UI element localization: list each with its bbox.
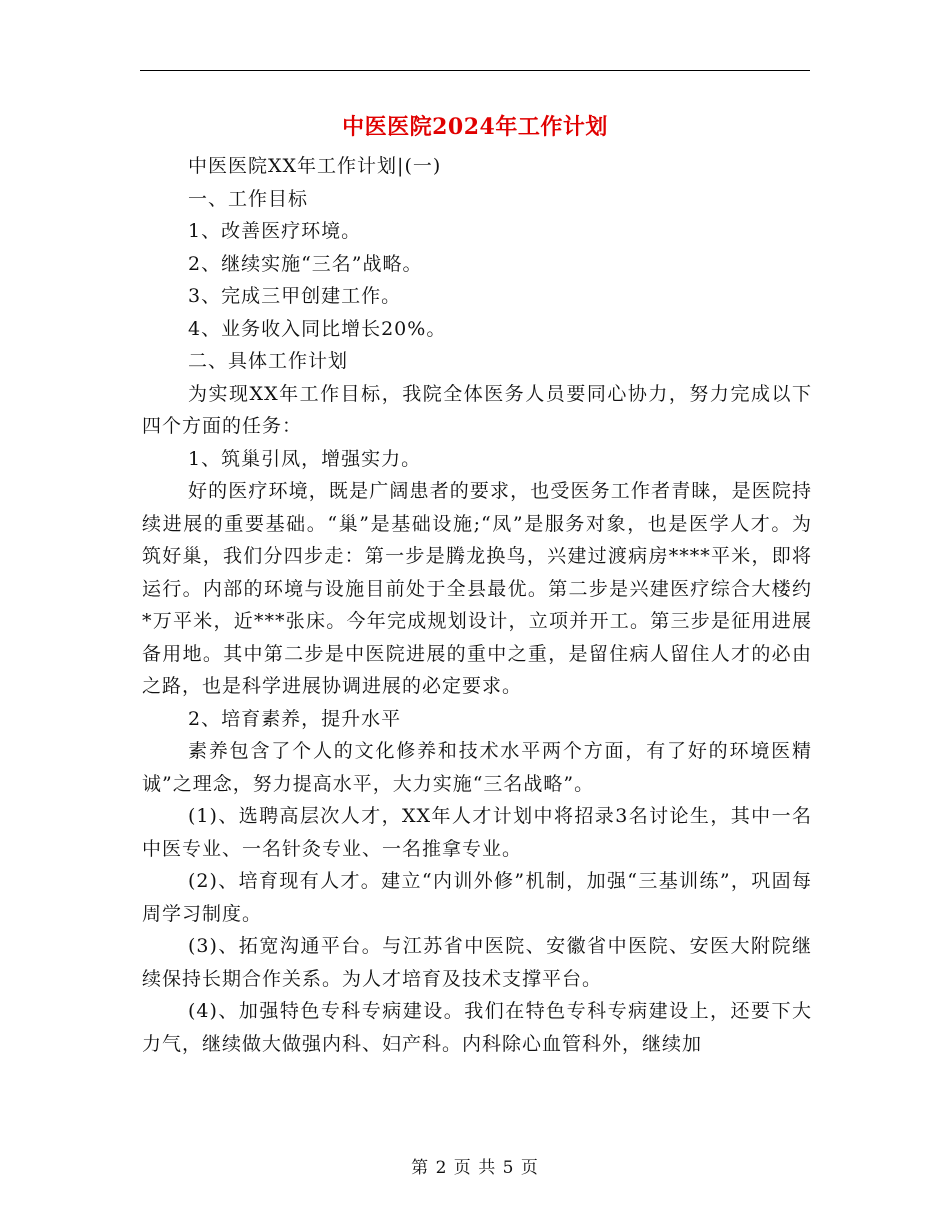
goal-item: 3、完成三甲创建工作。 xyxy=(188,285,402,307)
goal-item: 1、改善医疗环境。 xyxy=(188,220,362,242)
header-rule xyxy=(140,70,810,71)
subheading-goals: 一、工作目标 xyxy=(188,187,309,210)
section-heading: 中医医院XX年工作计划|(一) xyxy=(188,155,442,177)
goal-item: 2、继续实施“三名”战略。 xyxy=(188,252,423,275)
plan-item-heading: 1、筑巢引凤，增强实力。 xyxy=(188,447,422,470)
goal-item: 4、业务收入同比增长20%。 xyxy=(188,317,447,340)
paragraph: (3)、拓宽沟通平台。与江苏省中医院、安徽省中医院、安医大附院继续保持长期合作关系。为人才培育及技术支撑平台。 xyxy=(142,935,812,990)
paragraph: (4)、加强特色专科专病建设。我们在特色专科专病建设上，还要下大力气，继续做大做强内科、妇产科。内科除心血管科外，继续加 xyxy=(142,1000,812,1055)
paragraph: 好的医疗环境，既是广阔患者的要求，也受医务工作者青睐，是医院持续进展的重要基础。“巢”是基础设施;“凤”是服务对象，也是医学人才。为筑好巢，我们分四步走：第一步是腾龙换鸟，兴建过渡病房****平米，即将运行。内部的环境与设施目前处于全县最优。第二步是兴建医疗综合大楼约*万平米，近***张床。今年完成规划设计，立项并开工。第三步是征用进展备用地。其中第二步是中医院进展的重中之重，是留住病人留住人才的必由之路，也是科学进展协调进展的必定要求。 xyxy=(142,480,812,697)
document-title: 中医医院2024年工作计划 xyxy=(342,114,608,140)
paragraph: (2)、培育现有人才。建立“内训外修”机制，加强“三基训练”，巩固每周学习制度。 xyxy=(142,870,812,925)
paragraph: (1)、选聘高层次人才，XX年人才计划中将招录3名讨论生，其中一名中医专业、一名针灸专业、一名推拿专业。 xyxy=(142,805,812,860)
page-number-footer: 第 2 页 共 5 页 xyxy=(411,1158,539,1178)
document-body xyxy=(142,150,812,1060)
paragraph: 为实现XX年工作目标，我院全体医务人员要同心协力，努力完成以下四个方面的任务： xyxy=(142,382,812,437)
paragraph: 素养包含了个人的文化修养和技术水平两个方面，有了好的环境医精诚”之理念，努力提高水平，大力实施“三名战略”。 xyxy=(142,740,812,795)
subheading-plan: 二、具体工作计划 xyxy=(188,350,349,372)
plan-item-heading: 2、培育素养，提升水平 xyxy=(188,707,402,730)
